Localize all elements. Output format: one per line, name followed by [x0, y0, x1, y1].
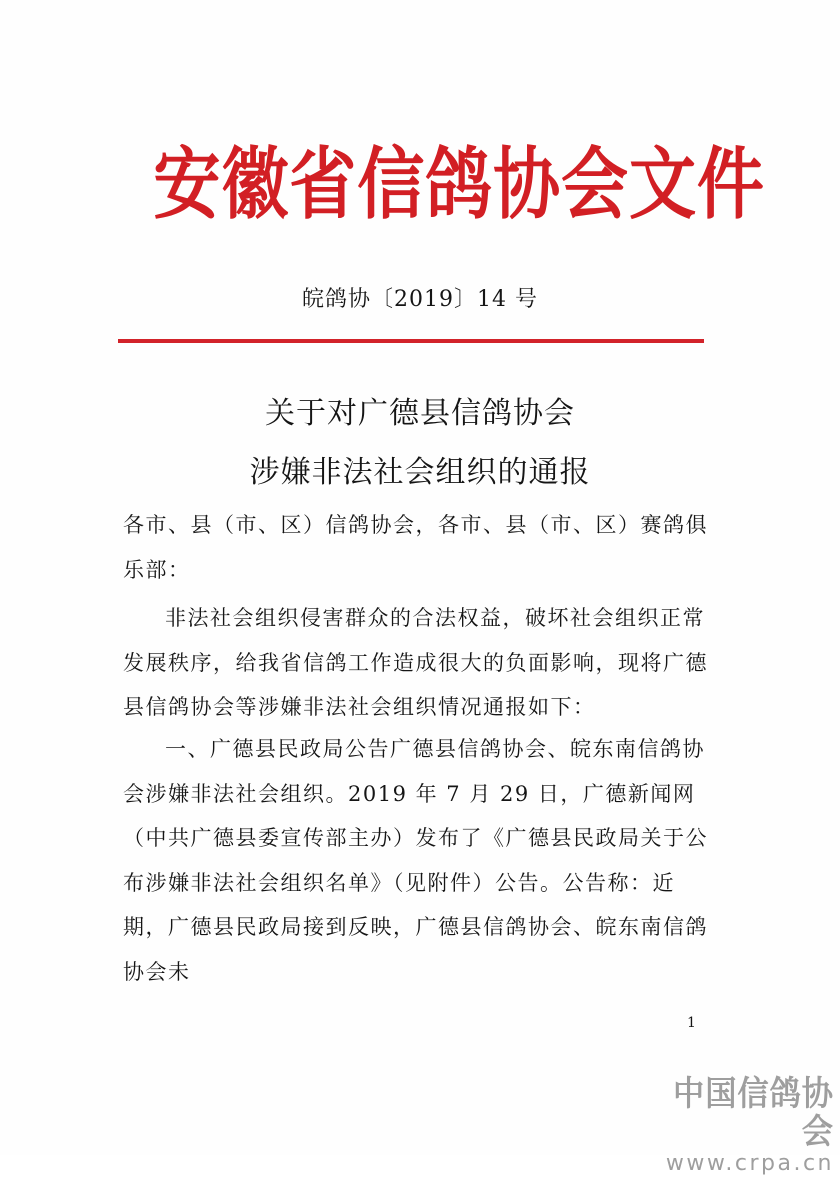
watermark-url: www.crpa.cn: [665, 1151, 834, 1176]
body-paragraph-2: 一、广德县民政局公告广德县信鸽协会、皖东南信鸽协会涉嫌非法社会组织。2019 年 7 月 29 日，广德新闻网（中共广德县委宣传部主办）发布了《广德县民政局关于公布涉嫌非法社会组织名单》（见附件）公告。公告称：近期，广德县民政局接到反映，广德县信鸽协会、皖东南信鸽协会未: [123, 737, 708, 984]
document-header-title: 安徽省信鸽协会文件: [153, 140, 765, 230]
site-watermark: [628, 1075, 834, 1177]
salutation: 各市、县（市、区）信鸽协会，各市、县（市、区）赛鸽俱乐部：: [123, 513, 708, 582]
red-divider-line: [118, 339, 704, 343]
watermark-name: 中国信鸽协会: [673, 1074, 834, 1152]
notice-title-line-2: 涉嫌非法社会组织的通报: [249, 455, 591, 490]
page-number: 1: [687, 1015, 696, 1031]
document-number: 皖鸽协〔2019〕14 号: [302, 287, 538, 312]
notice-title-line-1: 关于对广德县信鸽协会: [265, 396, 575, 431]
body-paragraph-1: 非法社会组织侵害群众的合法权益，破坏社会组织正常发展秩序，给我省信鸽工作造成很大的负面影响，现将广德县信鸽协会等涉嫌非法社会组织情况通报如下：: [123, 606, 708, 719]
